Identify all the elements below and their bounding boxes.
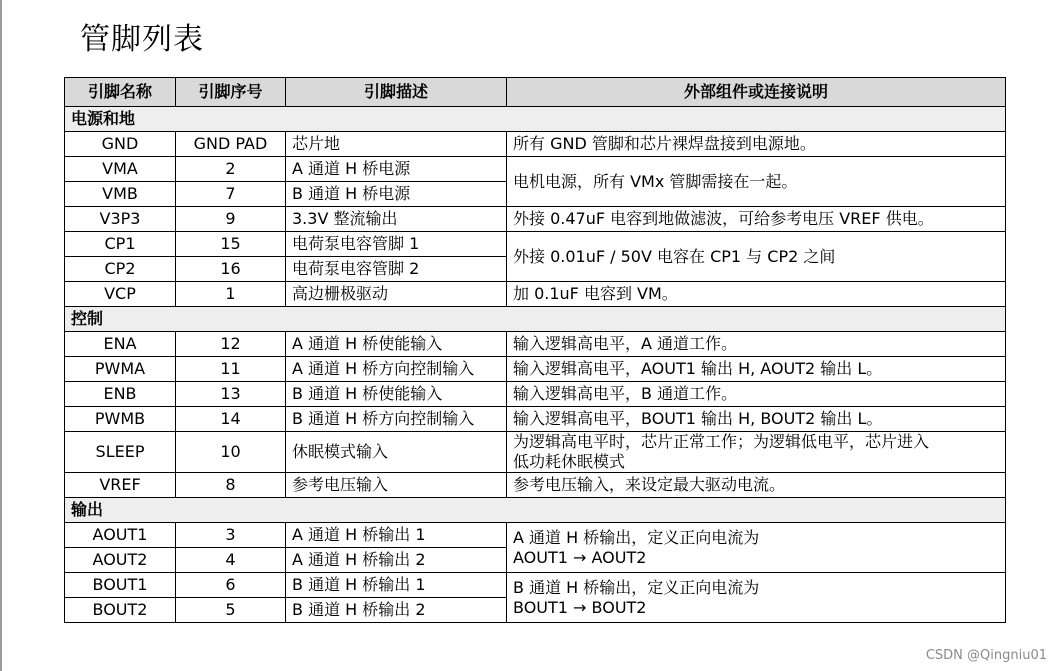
- pin-description: 电荷泵电容管脚 1: [286, 232, 507, 257]
- section-title-power: 电源和地: [65, 107, 1006, 132]
- pin-number: 2: [176, 157, 286, 182]
- table-row: [65, 282, 1006, 307]
- table-row: [65, 523, 1006, 548]
- pin-note: [507, 523, 1006, 573]
- pin-note: 输入逻辑高电平，A 通道工作。: [507, 332, 1006, 357]
- pin-name: AOUT1: [65, 523, 176, 548]
- pin-number: 13: [176, 382, 286, 407]
- table-row: [65, 432, 1006, 473]
- pin-note: 所有 GND 管脚和芯片裸焊盘接到电源地。: [507, 132, 1006, 157]
- table-row: [65, 132, 1006, 157]
- pin-number: 3: [176, 523, 286, 548]
- pin-note: 外接 0.01uF / 50V 电容在 CP1 与 CP2 之间: [507, 232, 1006, 282]
- section-row-output: [65, 498, 1006, 523]
- pin-note: 输入逻辑高电平，BOUT1 输出 H, BOUT2 输出 L。: [507, 407, 1006, 432]
- watermark: CSDN @Qingniu01: [925, 648, 1047, 663]
- pin-name: VMA: [65, 157, 176, 182]
- pin-name: V3P3: [65, 207, 176, 232]
- pin-description: B 通道 H 桥方向控制输入: [286, 407, 507, 432]
- header-pin-name: 引脚名称: [65, 78, 176, 107]
- pin-description: 3.3V 整流输出: [286, 207, 507, 232]
- pin-name: BOUT2: [65, 598, 176, 623]
- pin-name: CP2: [65, 257, 176, 282]
- pin-number: 7: [176, 182, 286, 207]
- pin-description: B 通道 H 桥输出 2: [286, 598, 507, 623]
- table-row: [65, 232, 1006, 257]
- pin-name: ENA: [65, 332, 176, 357]
- table-row: [65, 332, 1006, 357]
- pin-description: 电荷泵电容管脚 2: [286, 257, 507, 282]
- pin-note: [507, 573, 1006, 623]
- pin-note-line: 低功耗休眠模式: [513, 452, 626, 471]
- pin-description: 休眠模式输入: [286, 432, 507, 473]
- table-row: [65, 357, 1006, 382]
- pin-description: A 通道 H 桥使能输入: [286, 332, 507, 357]
- table-row: [65, 157, 1006, 182]
- pin-note: [507, 432, 1006, 473]
- pin-name: BOUT1: [65, 573, 176, 598]
- header-pin-number: 引脚序号: [176, 78, 286, 107]
- table-header-row: [65, 78, 1006, 107]
- pin-name: AOUT2: [65, 548, 176, 573]
- pin-name: VCP: [65, 282, 176, 307]
- pin-number: 11: [176, 357, 286, 382]
- table-row: [65, 473, 1006, 498]
- section-title-output: 输出: [65, 498, 1006, 523]
- pin-number: 1: [176, 282, 286, 307]
- pin-name: SLEEP: [65, 432, 176, 473]
- page-title: 管脚列表: [80, 22, 204, 57]
- table-row: [65, 207, 1006, 232]
- pin-description: 参考电压输入: [286, 473, 507, 498]
- pin-description: 高边栅极驱动: [286, 282, 507, 307]
- pin-table: [64, 77, 1006, 623]
- pin-note-line: B 通道 H 桥输出，定义正向电流为: [513, 577, 760, 597]
- section-row-power: [65, 107, 1006, 132]
- pin-number: 9: [176, 207, 286, 232]
- pin-name: ENB: [65, 382, 176, 407]
- section-title-control: 控制: [65, 307, 1006, 332]
- pin-description: A 通道 H 桥输出 2: [286, 548, 507, 573]
- pin-number: 15: [176, 232, 286, 257]
- table-row: [65, 573, 1006, 598]
- pin-note-line: A 通道 H 桥输出，定义正向电流为: [513, 527, 760, 547]
- pin-name: GND: [65, 132, 176, 157]
- table-row: [65, 382, 1006, 407]
- pin-description: B 通道 H 桥电源: [286, 182, 507, 207]
- pin-number: 6: [176, 573, 286, 598]
- pin-number: 10: [176, 432, 286, 473]
- pin-note: 电机电源，所有 VMx 管脚需接在一起。: [507, 157, 1006, 207]
- pin-note: 输入逻辑高电平，B 通道工作。: [507, 382, 1006, 407]
- pin-note-line: AOUT1 → AOUT2: [513, 547, 647, 567]
- pin-note: 输入逻辑高电平，AOUT1 输出 H, AOUT2 输出 L。: [507, 357, 1006, 382]
- pin-number: GND PAD: [176, 132, 286, 157]
- pin-note-line: BOUT1 → BOUT2: [513, 597, 647, 617]
- pin-note-line: 为逻辑高电平时，芯片正常工作；为逻辑低电平，芯片进入: [513, 432, 930, 451]
- pin-name: CP1: [65, 232, 176, 257]
- pin-number: 5: [176, 598, 286, 623]
- pin-number: 14: [176, 407, 286, 432]
- section-row-control: [65, 307, 1006, 332]
- pin-note: 外接 0.47uF 电容到地做滤波，可给参考电压 VREF 供电。: [507, 207, 1006, 232]
- pin-number: 16: [176, 257, 286, 282]
- pin-description: A 通道 H 桥电源: [286, 157, 507, 182]
- pin-description: A 通道 H 桥输出 1: [286, 523, 507, 548]
- pin-note: 加 0.1uF 电容到 VM。: [507, 282, 1006, 307]
- pin-name: PWMB: [65, 407, 176, 432]
- pin-name: VREF: [65, 473, 176, 498]
- page-left-border: [0, 0, 2, 671]
- pin-name: PWMA: [65, 357, 176, 382]
- pin-number: 12: [176, 332, 286, 357]
- pin-description: B 通道 H 桥输出 1: [286, 573, 507, 598]
- pin-description: B 通道 H 桥使能输入: [286, 382, 507, 407]
- pin-name: VMB: [65, 182, 176, 207]
- header-pin-description: 引脚描述: [286, 78, 507, 107]
- pin-number: 8: [176, 473, 286, 498]
- table-row: [65, 407, 1006, 432]
- pin-description: A 通道 H 桥方向控制输入: [286, 357, 507, 382]
- pin-note: 参考电压输入，来设定最大驱动电流。: [507, 473, 1006, 498]
- pin-description: 芯片地: [286, 132, 507, 157]
- header-external-connection: 外部组件或连接说明: [507, 78, 1006, 107]
- pin-number: 4: [176, 548, 286, 573]
